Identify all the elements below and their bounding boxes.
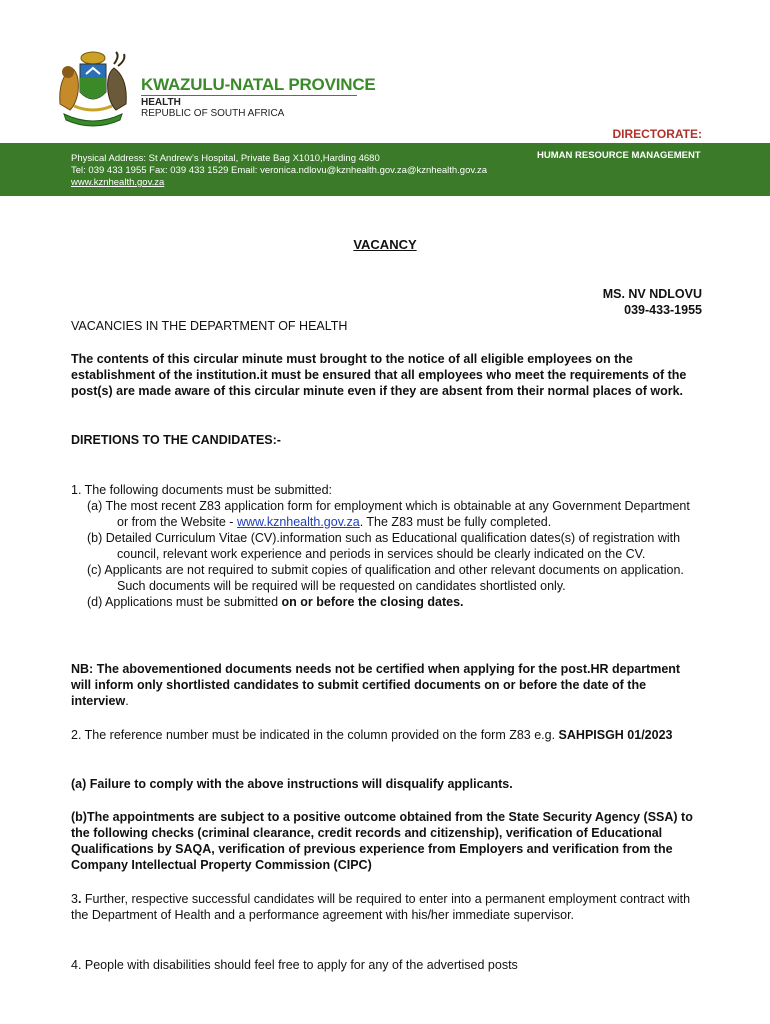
letterhead-address-block (71, 153, 487, 189)
kznhealth-link[interactable]: www.kznhealth.gov.za (236, 515, 360, 529)
reference-number: SAHPISGH 01/2023 (558, 728, 673, 742)
republic-name: REPUBLIC OF SOUTH AFRICA (141, 108, 285, 119)
physical-address: Physical Address: St Andrew’s Hospital, Private Bag X1010,Harding 4680 (71, 153, 380, 164)
point-1b: (b) Detailed Curriculum Vitae (CV).information such as Educational qualification dates(s) of registration with council, relevant work experience and periods in services should be clearly indicated on the CV. (87, 531, 681, 561)
letterhead-rule (141, 95, 357, 96)
department-name: HEALTH (141, 97, 181, 108)
province-name: KWAZULU-NATAL PROVINCE (141, 75, 376, 94)
page-title: VACANCY (353, 237, 417, 252)
intro-paragraph: The contents of this circular minute must brought to the notice of all eligible employees on the establishment of the institution.it must be ensured that all employees who meet the requirements of the post(s) are made aware of this circular minute even if they are absent from their normal places of work. (71, 352, 687, 398)
point-1c: (c) Applicants are not required to submit copies of qualification and other relevant documents on application. Such documents will be required will be requested on candidates shortlisted only. (87, 563, 684, 593)
directions-heading: DIRETIONS TO THE CANDIDATES:- (71, 433, 281, 447)
contact-name: MS. NV NDLOVU (602, 287, 702, 301)
point-1-lead: 1. The following documents must be submitted: (71, 483, 333, 497)
point-3: 3. Further, respective successful candidates will be required to enter into a permanent employment contract with the Department of Health and a performance agreement with his/her immediate supervisor. (71, 892, 691, 922)
nb-paragraph: NB: The abovementioned documents needs not be certified when applying for the post.HR department will inform only shortlisted candidates to submit certified documents on or before the date of the interview. (71, 662, 681, 708)
point-1a: (a) The most recent Z83 application form for employment which is obtainable at any Government Department or from the Website - www.kznhealth.gov.za. The Z83 must be fully completed. (87, 499, 690, 529)
contact-block (603, 286, 702, 318)
website-link[interactable]: www.kznhealth.gov.za (71, 177, 165, 188)
directorate-label: DIRECTORATE: (612, 127, 702, 141)
contact-phone: 039-433-1955 (624, 303, 702, 317)
documents-list (71, 482, 703, 610)
point-2: 2. The reference number must be indicated in the column provided on the form Z83 e.g. SAHPISGH 01/2023 (71, 728, 673, 742)
provincial-coat-of-arms-logo (50, 44, 136, 128)
appointments-paragraph: (b)The appointments are subject to a positive outcome obtained from the State Security Agency (SSA) to the following checks (criminal clearance, credit records and citizenship), verification of Educational Qualifications by SAQA, verification of previous experience from Employers and verification from the Company Intellectual Property Commission (CIPC) (71, 810, 693, 872)
failure-notice: (a) Failure to comply with the above instructions will disqualify applicants. (71, 777, 513, 791)
point-1d: (d) Applications must be submitted on or before the closing dates. (87, 595, 464, 609)
directorate-value: HUMAN RESOURCE MANAGEMENT (537, 150, 701, 161)
point-4: 4. People with disabilities should feel free to apply for any of the advertised posts (71, 958, 518, 972)
section-heading: VACANCIES IN THE DEPARTMENT OF HEALTH (71, 319, 348, 333)
contact-details: Tel: 039 433 1955 Fax: 039 433 1529 Email: veronica.ndlovu@kznhealth.gov.za@kznhealth.gov.za (71, 165, 488, 176)
